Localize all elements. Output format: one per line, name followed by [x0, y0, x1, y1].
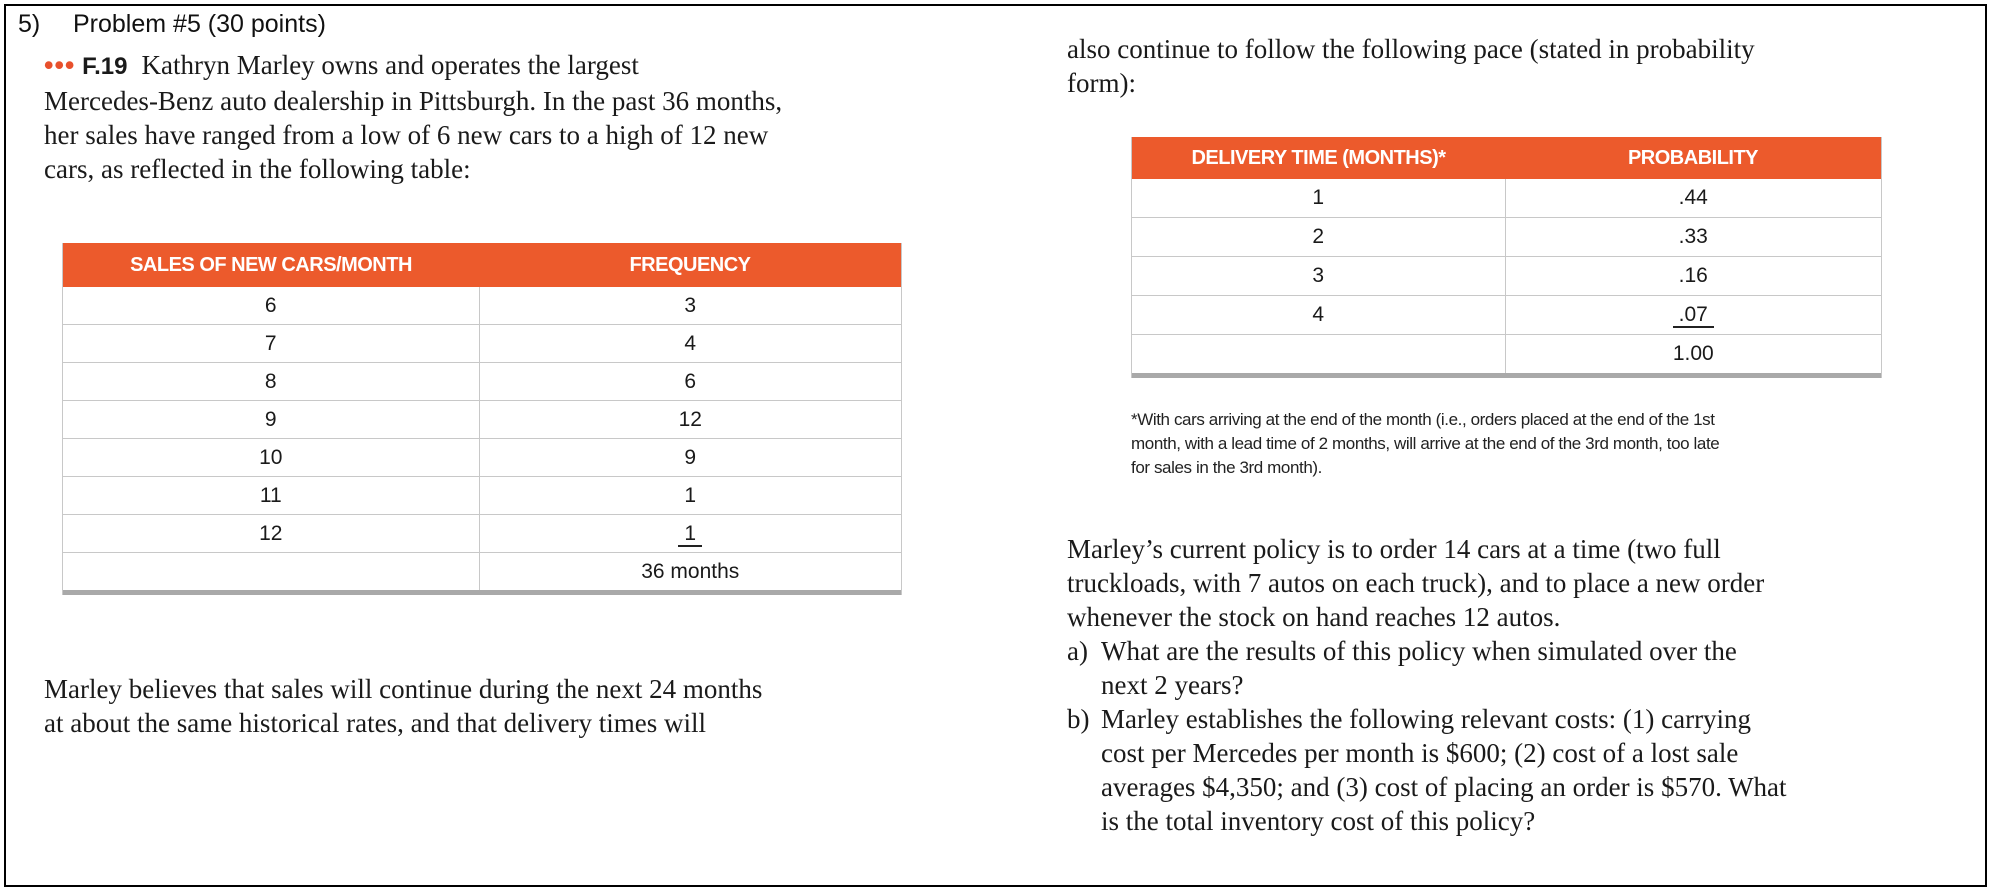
table-cell: .44: [1505, 179, 1881, 218]
table-cell: 11: [63, 477, 479, 515]
problem-title: Problem #5 (30 points): [73, 10, 326, 38]
table-cell: .33: [1505, 218, 1881, 257]
table-cell: 1: [1132, 179, 1505, 218]
intro-line-4: cars, as reflected in the following table:: [44, 154, 471, 184]
table-row: [63, 325, 901, 363]
table-cell: 12: [63, 515, 479, 553]
table-cell: 9: [479, 439, 901, 477]
table-row: [1132, 179, 1881, 218]
delivery-table-wrap: [1131, 137, 1882, 378]
footnote-line-3: for sales in the 3rd month).: [1131, 458, 1323, 477]
table-cell: 8: [63, 363, 479, 401]
belief-paragraph: [44, 672, 924, 740]
table-row: [63, 287, 901, 325]
belief-line-2: at about the same historical rates, and that delivery times will: [44, 708, 707, 738]
underlined-value: .07: [1673, 303, 1714, 328]
table-cell: 1: [479, 477, 901, 515]
question-line: next 2 years?: [1101, 670, 1244, 700]
question-line: Marley establishes the following relevant costs: (1) carrying: [1101, 704, 1752, 734]
footnote: [1131, 408, 1911, 480]
footnote-line-2: month, with a lead time of 2 months, will arrive at the end of the 3rd month, too late: [1131, 434, 1720, 453]
delivery-total: 1.00: [1505, 335, 1881, 376]
policy-line-1: Marley’s current policy is to order 14 cars at a time (two full: [1067, 534, 1721, 564]
table-cell: 4: [479, 325, 901, 363]
table-cell: [479, 515, 901, 553]
table-cell: 6: [479, 363, 901, 401]
question-line: averages $4,350; and (3) cost of placing an order is $570. What: [1101, 772, 1787, 802]
delivery-header-probability: PROBABILITY: [1505, 137, 1881, 179]
difficulty-dots: •••: [44, 50, 76, 80]
intro-paragraph: [44, 48, 924, 186]
table-row: [1132, 296, 1881, 335]
question-marker: a): [1067, 636, 1088, 666]
table-cell: 10: [63, 439, 479, 477]
question-a: [1067, 634, 1947, 702]
delivery-header-time: DELIVERY TIME (MONTHS)*: [1132, 137, 1505, 179]
table-cell: 6: [63, 287, 479, 325]
left-column: [44, 48, 924, 186]
table-cell: [1132, 335, 1505, 376]
intro-line-1: Kathryn Marley owns and operates the largest: [141, 50, 639, 80]
sales-header-cars: SALES OF NEW CARS/MONTH: [63, 243, 479, 287]
question-marker: b): [1067, 704, 1090, 734]
sales-total: 36 months: [479, 553, 901, 593]
table-row: [63, 439, 901, 477]
right-column: [1067, 32, 1947, 100]
table-row: [1132, 257, 1881, 296]
underlined-value: 1: [678, 522, 702, 547]
intro-line-3: her sales have ranged from a low of 6 new cars to a high of 12 new: [44, 120, 769, 150]
intro-line-2: Mercedes-Benz auto dealership in Pittsburgh. In the past 36 months,: [44, 86, 783, 116]
problem-header: [18, 10, 326, 39]
question-b: [1067, 702, 1947, 838]
table-cell: .16: [1505, 257, 1881, 296]
table-cell: 2: [1132, 218, 1505, 257]
total-row: [1132, 335, 1881, 376]
question-line: cost per Mercedes per month is $600; (2) cost of a lost sale: [1101, 738, 1739, 768]
table-cell: 12: [479, 401, 901, 439]
continue-line-1: also continue to follow the following pace (stated in probability: [1067, 34, 1755, 64]
question-list: [1067, 634, 1947, 838]
sales-table: [63, 243, 901, 595]
top-rule: [1000, 4, 1987, 6]
policy-line-2: truckloads, with 7 autos on each truck), and to place a new order: [1067, 568, 1765, 598]
table-row: [63, 401, 901, 439]
belief-paragraph-wrap: [44, 672, 924, 740]
sales-header-frequency: FREQUENCY: [479, 243, 901, 287]
table-row: [63, 363, 901, 401]
policy-paragraph: [1067, 532, 1947, 634]
delivery-table: [1132, 137, 1881, 378]
table-row: [1132, 218, 1881, 257]
problem-number: 5): [18, 10, 41, 38]
continue-line-2: form):: [1067, 68, 1136, 98]
table-cell: 9: [63, 401, 479, 439]
continue-paragraph: [1067, 32, 1947, 100]
table-cell: 3: [479, 287, 901, 325]
belief-line-1: Marley believes that sales will continue during the next 24 months: [44, 674, 763, 704]
table-cell: [63, 553, 479, 593]
table-cell: 7: [63, 325, 479, 363]
table-cell: [1505, 296, 1881, 335]
policy-line-3: whenever the stock on hand reaches 12 autos.: [1067, 602, 1561, 632]
table-cell: 3: [1132, 257, 1505, 296]
question-line: What are the results of this policy when simulated over the: [1101, 636, 1737, 666]
policy-section: [1067, 532, 1947, 838]
question-line: is the total inventory cost of this policy?: [1101, 806, 1536, 836]
total-row: [63, 553, 901, 593]
table-cell: 4: [1132, 296, 1505, 335]
table-row: [63, 515, 901, 553]
problem-id: F.19: [82, 53, 128, 80]
table-row: [63, 477, 901, 515]
footnote-line-1: *With cars arriving at the end of the month (i.e., orders placed at the end of the 1st: [1131, 410, 1715, 429]
sales-table-wrap: [62, 243, 902, 595]
